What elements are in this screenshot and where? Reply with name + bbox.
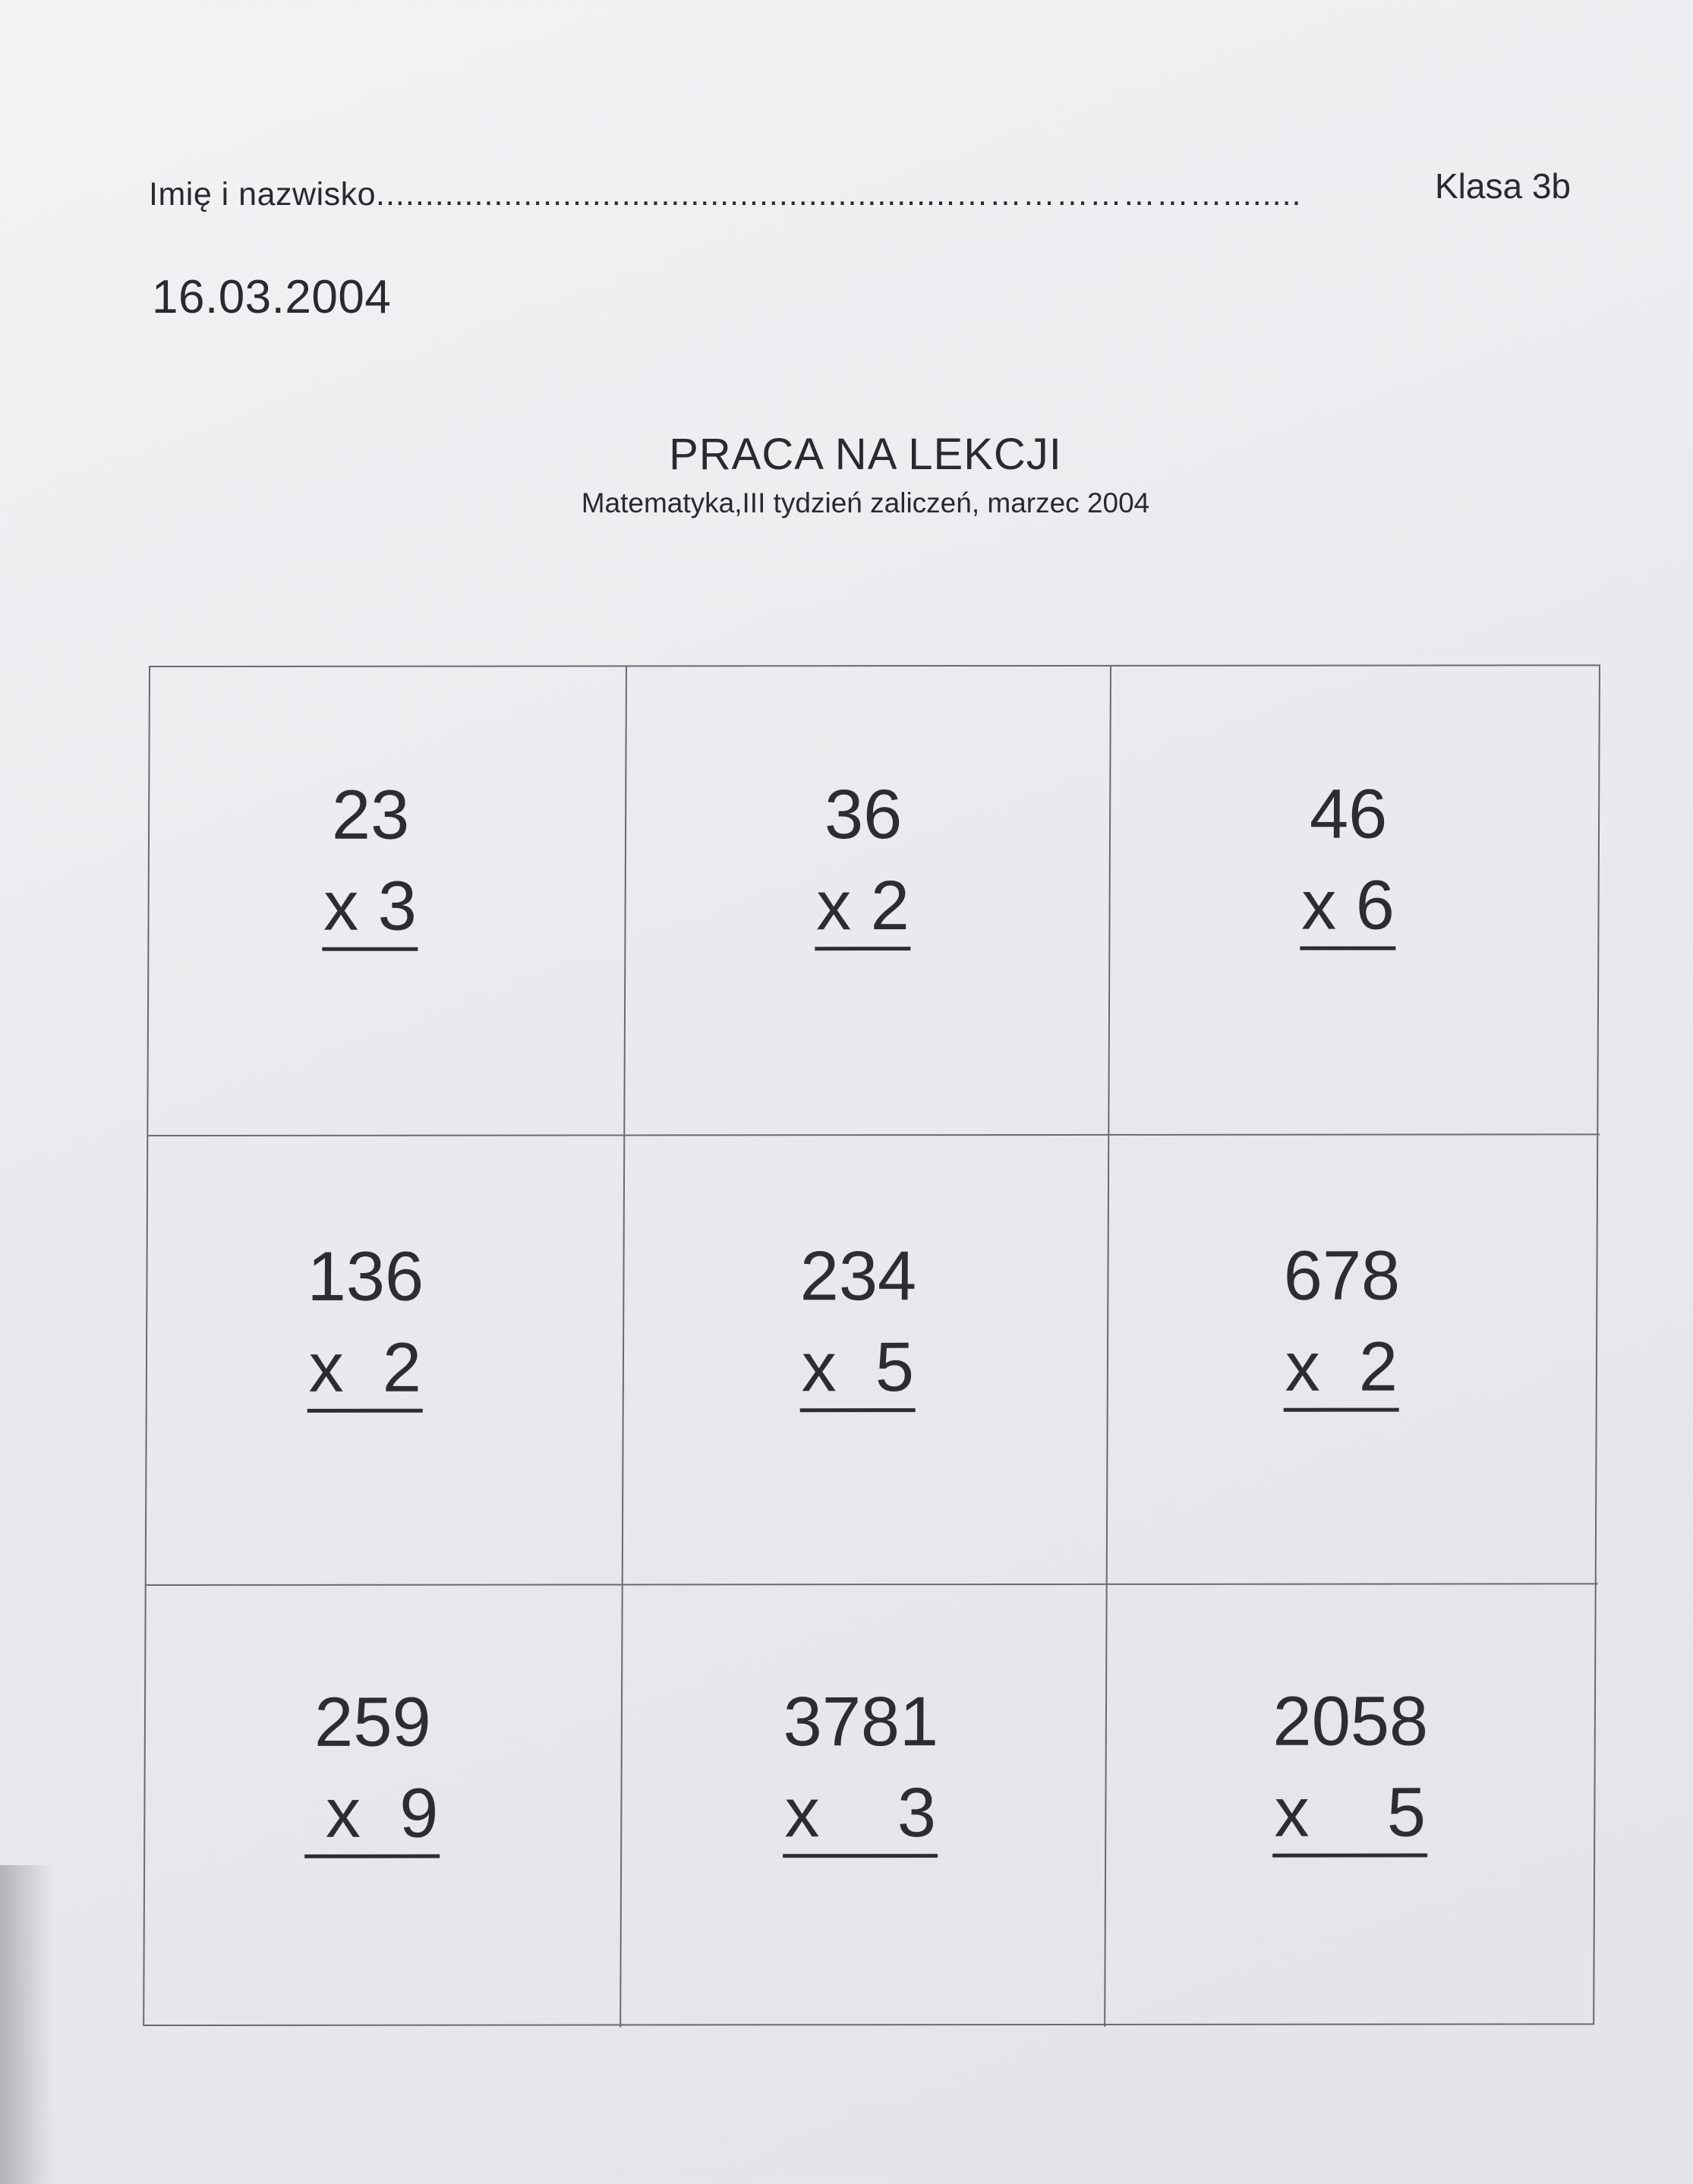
multiplier: x 2	[1284, 1326, 1400, 1412]
multiplicand: 46	[1309, 775, 1388, 853]
multiplicand: 36	[824, 776, 903, 854]
problem-cell	[144, 1585, 623, 2028]
worksheet-subtitle: Matematyka,III tydzień zaliczeń, marzec 2004	[581, 487, 1150, 518]
multiplier: x 3	[322, 865, 418, 951]
class-label: Klasa 3b	[1435, 166, 1572, 206]
multiplier: x 9	[304, 1773, 440, 1858]
name-dotted-line: ...........................................................……………………........	[376, 176, 1302, 213]
date-text: 16.03.2004	[152, 271, 392, 323]
name-label: Imię i nazwisko	[149, 176, 377, 213]
problem-cell	[147, 1136, 626, 1586]
problem-cell	[1109, 666, 1602, 1136]
multiplicand: 23	[331, 776, 410, 854]
problem-grid	[143, 664, 1600, 2026]
problem-cell	[1105, 1584, 1598, 2027]
multiplicand: 259	[314, 1683, 431, 1761]
photo-edge-shadow	[0, 1865, 53, 2184]
worksheet-title: PRACA NA LEKCJI	[669, 430, 1062, 479]
multiplicand: 678	[1283, 1237, 1401, 1315]
problem-cell	[621, 1585, 1108, 2028]
problem-cell	[623, 1136, 1110, 1586]
multiplier: x 3	[783, 1772, 938, 1858]
multiplier: x 2	[307, 1327, 424, 1413]
multiplier: x 6	[1300, 865, 1396, 950]
name-field-line	[149, 176, 1301, 213]
multiplier: x 5	[1272, 1772, 1427, 1858]
problem-cell	[1108, 1135, 1600, 1585]
multiplier: x 2	[815, 865, 911, 950]
problem-cell	[625, 667, 1111, 1136]
multiplicand: 136	[307, 1237, 424, 1316]
multiplicand: 234	[799, 1237, 917, 1316]
multiplicand: 3781	[783, 1683, 939, 1761]
multiplicand: 2058	[1272, 1682, 1429, 1760]
problem-cell	[148, 667, 627, 1136]
multiplier: x 5	[800, 1326, 916, 1412]
